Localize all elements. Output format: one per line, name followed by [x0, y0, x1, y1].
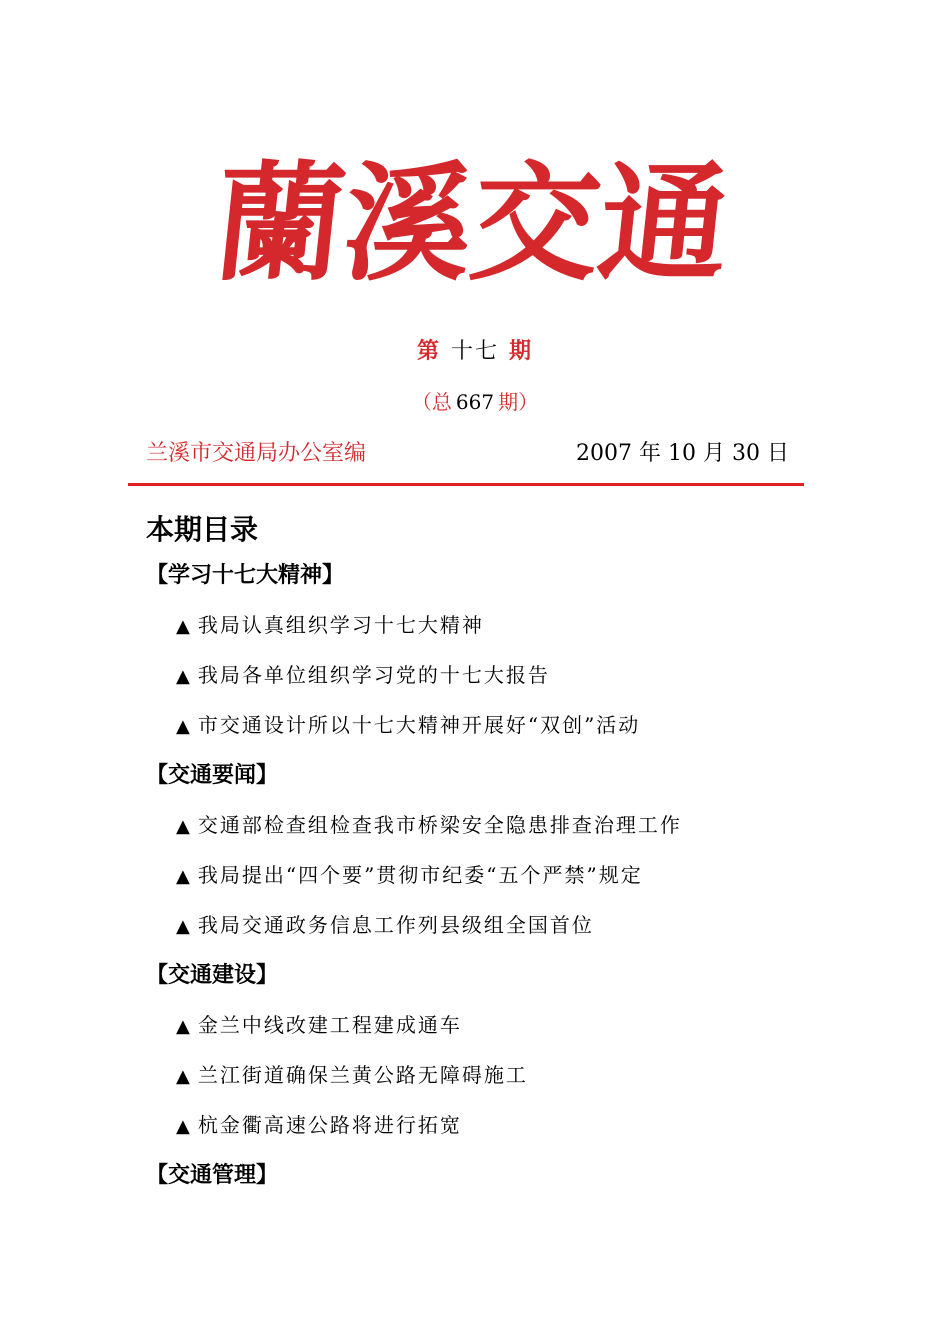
table-of-contents — [146, 560, 846, 1210]
toc-item[interactable] — [146, 860, 846, 910]
issue-prefix: 第 — [416, 338, 441, 364]
section-heading: 【学习十七大精神】 — [146, 562, 345, 588]
toc-item[interactable] — [146, 810, 846, 860]
toc-item-text: 我局认真组织学习十七大精神 — [197, 613, 484, 637]
toc-item-text: 我局各单位组织学习党的十七大报告 — [197, 663, 550, 687]
toc-item[interactable] — [146, 1060, 846, 1110]
triangle-bullet-icon: ▲ — [176, 1016, 192, 1037]
total-issue — [0, 386, 950, 415]
toc-item[interactable] — [146, 1010, 846, 1060]
toc-item[interactable] — [146, 910, 846, 960]
issue-value: 十七 — [450, 339, 499, 364]
issue-suffix: 期 — [509, 338, 534, 364]
editor-line: 兰溪市交通局办公室编 — [146, 441, 367, 466]
toc-item-text: 交通部检查组检查我市桥梁安全隐患排查治理工作 — [197, 813, 682, 837]
triangle-bullet-icon: ▲ — [176, 616, 192, 637]
masthead-char: 蘭 — [208, 149, 352, 299]
triangle-bullet-icon: ▲ — [176, 916, 192, 937]
masthead-char: 交 — [464, 149, 608, 299]
total-close: 期） — [498, 390, 539, 414]
toc-item[interactable] — [146, 1110, 846, 1160]
toc-item[interactable] — [146, 660, 846, 710]
section-heading: 【交通管理】 — [146, 1162, 279, 1188]
toc-item[interactable] — [146, 710, 846, 760]
triangle-bullet-icon: ▲ — [176, 666, 192, 687]
triangle-bullet-icon: ▲ — [176, 1116, 192, 1137]
total-value: 667 — [455, 390, 495, 414]
toc-item-text: 金兰中线改建工程建成通车 — [197, 1013, 462, 1037]
header-divider — [128, 483, 804, 486]
masthead-logo — [208, 138, 736, 310]
toc-item-text: 兰江街道确保兰黄公路无障碍施工 — [197, 1063, 528, 1087]
section-heading: 【交通要闻】 — [146, 762, 279, 788]
toc-item[interactable] — [146, 610, 846, 660]
triangle-bullet-icon: ▲ — [176, 1066, 192, 1087]
issue-number — [0, 334, 950, 365]
publish-date: 2007 年 10 月 30 日 — [576, 441, 789, 466]
triangle-bullet-icon: ▲ — [176, 866, 192, 887]
triangle-bullet-icon: ▲ — [176, 716, 192, 737]
total-open: （总 — [411, 390, 452, 414]
toc-title: 本期目录 — [146, 513, 259, 546]
toc-item-text: 市交通设计所以十七大精神开展好“双创”活动 — [197, 713, 641, 737]
toc-item-text: 我局提出“四个要”贯彻市纪委“五个严禁”规定 — [197, 863, 643, 887]
triangle-bullet-icon: ▲ — [176, 816, 192, 837]
masthead-char: 通 — [592, 149, 736, 299]
masthead-char: 溪 — [336, 149, 480, 299]
toc-item-text: 我局交通政务信息工作列县级组全国首位 — [197, 913, 594, 937]
section-heading: 【交通建设】 — [146, 962, 279, 988]
toc-item-text: 杭金衢高速公路将进行拓宽 — [197, 1113, 462, 1137]
